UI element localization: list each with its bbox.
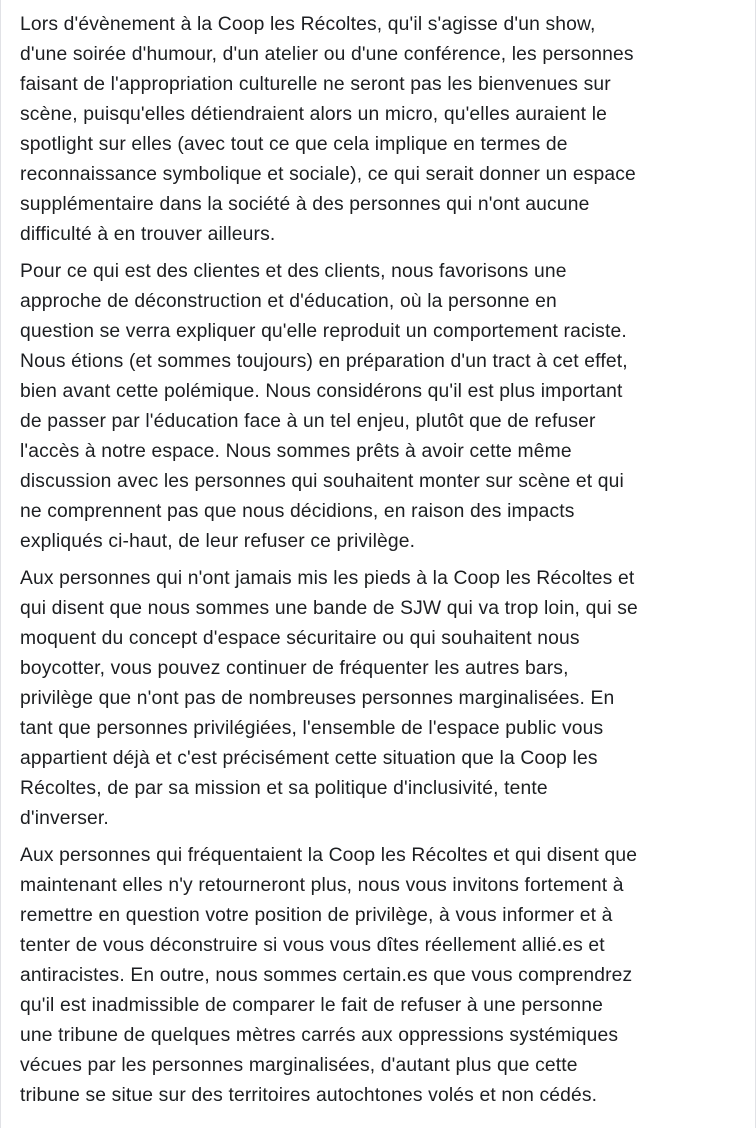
text-line: scène, puisqu'elles détiendraient alors un micro, qu'elles auraient le bbox=[20, 104, 607, 125]
text-line: de passer par l'éducation face à un tel enjeu, plutôt que de refuser bbox=[20, 411, 596, 432]
text-line: appartient déjà et c'est précisément cette situation que la Coop les bbox=[20, 748, 598, 769]
text-line: maintenant elles n'y retourneront plus, nous vous invitons fortement à bbox=[20, 875, 624, 896]
text-line: supplémentaire dans la société à des personnes qui n'ont aucune bbox=[20, 194, 590, 215]
text-line: tenter de vous déconstruire si vous vous dîtes réellement allié.es et bbox=[20, 935, 605, 956]
text-line: tant que personnes privilégiées, l'ensemble de l'espace public vous bbox=[20, 718, 604, 739]
paragraph-3 bbox=[20, 564, 745, 834]
text-line: Pour ce qui est des clientes et des clients, nous favorisons une bbox=[20, 261, 567, 282]
text-line: Lors d'évènement à la Coop les Récoltes, qu'il s'agisse d'un show, bbox=[20, 14, 596, 35]
text-line: d'une soirée d'humour, d'un atelier ou d'une conférence, les personnes bbox=[20, 44, 634, 65]
text-line: expliqués ci-haut, de leur refuser ce privilège. bbox=[20, 531, 416, 552]
text-line: difficulté à en trouver ailleurs. bbox=[20, 224, 276, 245]
text-line: vécues par les personnes marginalisées, d'autant plus que cette bbox=[20, 1055, 578, 1076]
text-line: l'accès à notre espace. Nous sommes prêts à avoir cette même bbox=[20, 441, 572, 462]
text-line: Nous étions (et sommes toujours) en préparation d'un tract à cet effet, bbox=[20, 351, 628, 372]
text-line: faisant de l'appropriation culturelle ne seront pas les bienvenues sur bbox=[20, 74, 611, 95]
text-line: approche de déconstruction et d'éducation, où la personne en bbox=[20, 291, 557, 312]
text-line: qu'il est inadmissible de comparer le fait de refuser à une personne bbox=[20, 995, 603, 1016]
text-line: antiracistes. En outre, nous sommes certain.es que vous comprendrez bbox=[20, 965, 633, 986]
text-line: moquent du concept d'espace sécuritaire ou qui souhaitent nous bbox=[20, 628, 580, 649]
text-line: bien avant cette polémique. Nous considérons qu'il est plus important bbox=[20, 381, 623, 402]
text-line: tribune se situe sur des territoires autochtones volés et non cédés. bbox=[20, 1085, 598, 1106]
text-line: Aux personnes qui n'ont jamais mis les pieds à la Coop les Récoltes et bbox=[20, 568, 635, 589]
text-line: reconnaissance symbolique et sociale), ce qui serait donner un espace bbox=[20, 164, 636, 185]
text-line: question se verra expliquer qu'elle reproduit un comportement raciste. bbox=[20, 321, 627, 342]
text-line: privilège que n'ont pas de nombreuses personnes marginalisées. En bbox=[20, 688, 615, 709]
text-line: une tribune de quelques mètres carrés aux oppressions systémiques bbox=[20, 1025, 619, 1046]
text-line: discussion avec les personnes qui souhaitent monter sur scène et qui bbox=[20, 471, 624, 492]
text-line: remettre en question votre position de privilège, à vous informer et à bbox=[20, 905, 613, 926]
text-line: d'inverser. bbox=[20, 808, 109, 829]
text-line: ne comprennent pas que nous décidions, en raison des impacts bbox=[20, 501, 575, 522]
paragraph-2 bbox=[20, 257, 745, 557]
text-line: boycotter, vous pouvez continuer de fréquenter les autres bars, bbox=[20, 658, 569, 679]
text-line: spotlight sur elles (avec tout ce que cela implique en termes de bbox=[20, 134, 568, 155]
paragraph-4 bbox=[20, 841, 745, 1111]
text-line: Aux personnes qui fréquentaient la Coop les Récoltes et qui disent que bbox=[20, 845, 638, 866]
paragraph-1 bbox=[20, 10, 745, 250]
text-line: qui disent que nous sommes une bande de SJW qui va trop loin, qui se bbox=[20, 598, 638, 619]
text-line: Récoltes, de par sa mission et sa politique d'inclusivité, tente bbox=[20, 778, 548, 799]
